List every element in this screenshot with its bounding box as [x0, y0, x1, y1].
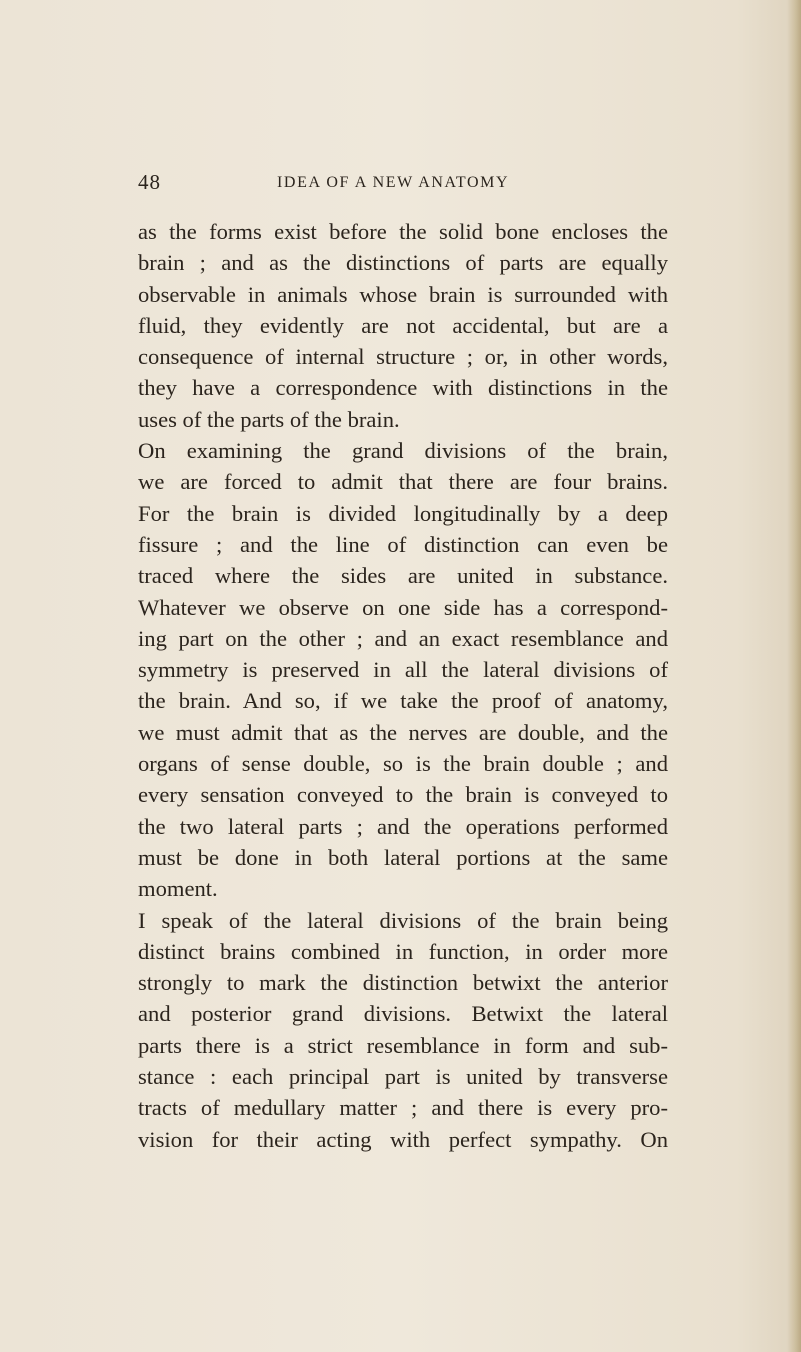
- text-line: as the forms exist before the solid bone encloses the: [138, 219, 668, 244]
- running-head: [138, 170, 698, 200]
- text-line: observable in animals whose brain is surrounded with: [138, 281, 668, 307]
- text-line: I speak of the lateral divisions of the brain being: [138, 907, 668, 933]
- text-line: must be done in both lateral portions at the same: [138, 844, 668, 870]
- text-line: brain ; and as the distinctions of parts are equally: [138, 250, 668, 276]
- text-line: moment.: [138, 876, 218, 902]
- text-line: they have a correspondence with distinctions in the: [138, 375, 668, 401]
- text-line: fissure ; and the line of distinction can even be: [138, 531, 668, 557]
- text-line: the brain. And so, if we take the proof of anatomy,: [138, 688, 668, 714]
- text-line: On examining the grand divisions of the brain,: [138, 438, 668, 464]
- text-line: strongly to mark the distinction betwixt the anterior: [138, 970, 668, 996]
- text-line: distinct brains combined in function, in order more: [138, 938, 668, 964]
- text-line: For the brain is divided longitudinally by a deep: [138, 500, 668, 526]
- text-line: tracts of medullary matter ; and there is every pro-: [138, 1095, 668, 1121]
- text-line: uses of the parts of the brain.: [138, 406, 400, 432]
- text-line: the two lateral parts ; and the operations performed: [138, 813, 668, 839]
- text-line: symmetry is preserved in all the lateral divisions of: [138, 657, 668, 683]
- text-line: ing part on the other ; and an exact resemblance and: [138, 625, 668, 651]
- text-line: parts there is a strict resemblance in form and sub-: [138, 1032, 668, 1058]
- text-line: traced where the sides are united in substance.: [138, 563, 668, 589]
- text-line: and posterior grand divisions. Betwixt the lateral: [138, 1001, 668, 1027]
- running-title: IDEA OF A NEW ANATOMY: [277, 174, 510, 191]
- text-line: fluid, they evidently are not accidental, but are a: [138, 312, 668, 338]
- text-line: we must admit that as the nerves are double, and the: [138, 719, 668, 745]
- text-line: organs of sense double, so is the brain double ; and: [138, 751, 668, 777]
- text-line: consequence of internal structure ; or, in other words,: [138, 344, 668, 370]
- text-line: stance : each principal part is united by transverse: [138, 1064, 668, 1090]
- text-line: vision for their acting with perfect sympathy. On: [138, 1126, 668, 1152]
- text-line: every sensation conveyed to the brain is conveyed to: [138, 782, 668, 808]
- page-number: 48: [138, 170, 161, 194]
- text-line: we are forced to admit that there are four brains.: [138, 469, 668, 495]
- body-text: [138, 216, 668, 1155]
- page-edge: [787, 0, 801, 1352]
- text-line: Whatever we observe on one side has a correspond-: [138, 594, 668, 620]
